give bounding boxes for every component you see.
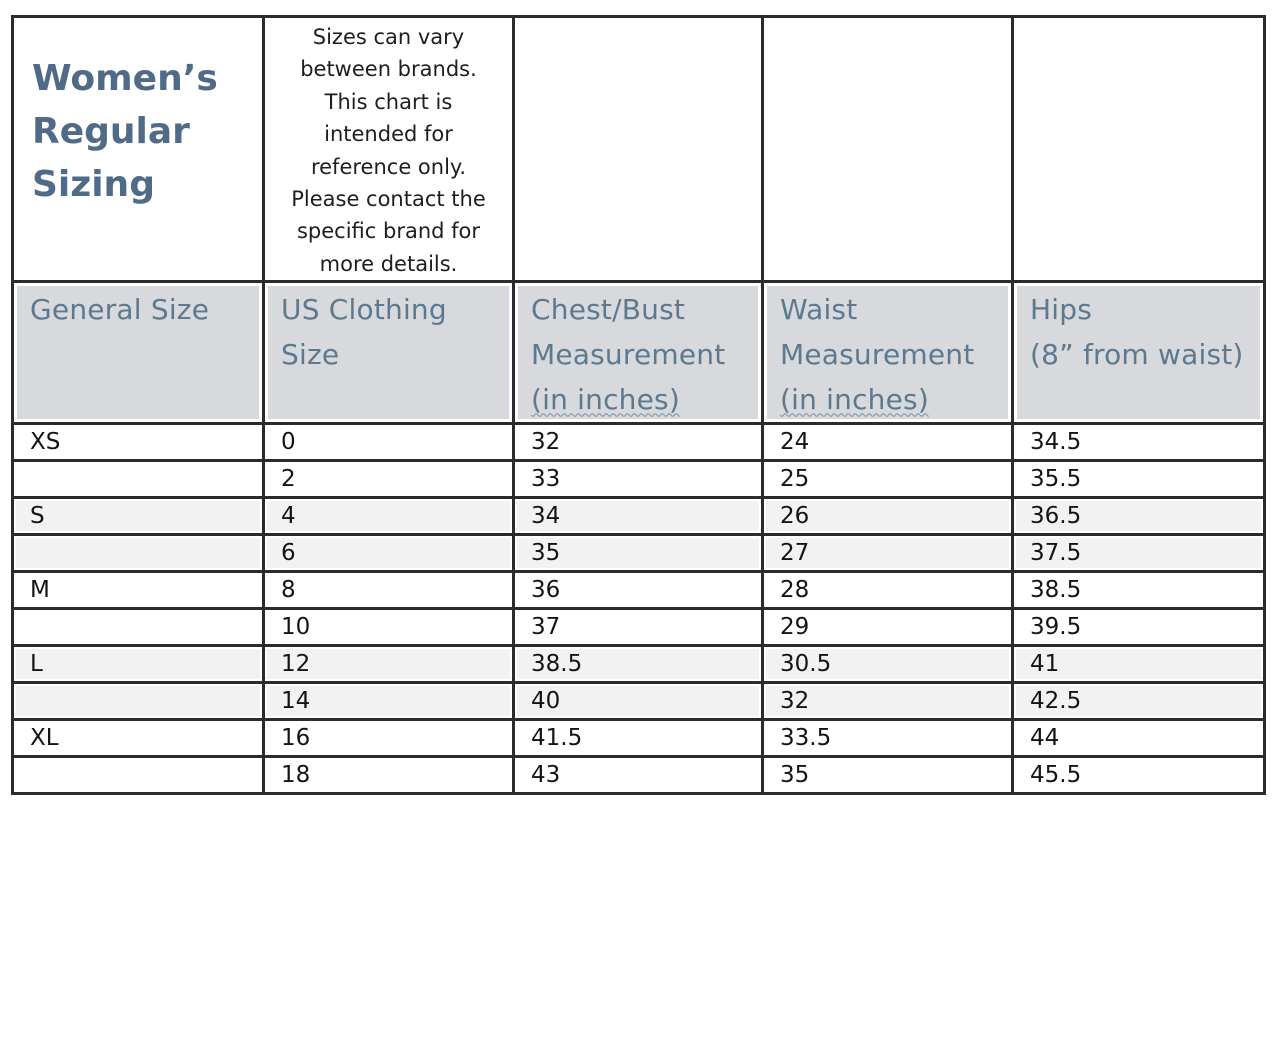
- cell-us-size: 16: [264, 720, 514, 757]
- cell-chest: 41.5: [514, 720, 763, 757]
- note-line: reference only.: [310, 154, 467, 179]
- table-row: [13, 609, 1265, 646]
- title-cell: [13, 17, 264, 282]
- cell-us-size: 12: [264, 646, 514, 683]
- table-row: [13, 535, 1265, 572]
- cell-chest: 35: [514, 535, 763, 572]
- cell-chest: 34: [514, 498, 763, 535]
- title-row: [13, 17, 1265, 282]
- table-row: [13, 720, 1265, 757]
- cell-general-size: [13, 609, 264, 646]
- cell-hips: 44: [1013, 720, 1265, 757]
- cell-hips: 39.5: [1013, 609, 1265, 646]
- header-general-size: [13, 282, 264, 424]
- table-row: [13, 572, 1265, 609]
- cell-hips: 38.5: [1013, 572, 1265, 609]
- cell-general-size: L: [13, 646, 264, 683]
- title-line: Sizing: [32, 164, 155, 205]
- table-row: [13, 646, 1265, 683]
- cell-hips: 34.5: [1013, 424, 1265, 461]
- cell-general-size: XL: [13, 720, 264, 757]
- cell-hips: 35.5: [1013, 461, 1265, 498]
- table-row: [13, 498, 1265, 535]
- header-hips: [1013, 282, 1265, 424]
- cell-general-size: [13, 535, 264, 572]
- title-line: Women’s: [32, 58, 218, 99]
- cell-waist: 28: [763, 572, 1013, 609]
- note-line: Sizes can vary: [312, 25, 465, 49]
- empty-cell: [763, 17, 1013, 282]
- cell-chest: 32: [514, 424, 763, 461]
- table-title: [14, 18, 242, 211]
- cell-chest: 38.5: [514, 646, 763, 683]
- cell-waist: 27: [763, 535, 1013, 572]
- header-line: Waist: [780, 293, 858, 327]
- cell-general-size: [13, 757, 264, 794]
- header-line: Chest/Bust: [531, 293, 686, 327]
- cell-chest: 33: [514, 461, 763, 498]
- cell-hips: 41: [1013, 646, 1265, 683]
- header-unit: (in inches): [531, 383, 680, 417]
- header-line: Hips: [1030, 293, 1092, 327]
- cell-general-size: S: [13, 498, 264, 535]
- cell-us-size: 6: [264, 535, 514, 572]
- cell-chest: 43: [514, 757, 763, 794]
- cell-waist: 29: [763, 609, 1013, 646]
- header-waist: [763, 282, 1013, 424]
- cell-hips: 45.5: [1013, 757, 1265, 794]
- cell-general-size: M: [13, 572, 264, 609]
- header-unit: (in inches): [780, 383, 929, 417]
- cell-waist: 32: [763, 683, 1013, 720]
- note-line: Please contact the: [291, 187, 486, 212]
- cell-hips: 37.5: [1013, 535, 1265, 572]
- disclaimer-note: [265, 18, 512, 280]
- cell-general-size: [13, 461, 264, 498]
- header-line: (8” from waist): [1030, 338, 1244, 372]
- size-chart-table: [11, 15, 1266, 795]
- header-row: [13, 282, 1265, 424]
- header-line: General Size: [30, 293, 210, 327]
- cell-us-size: 14: [264, 683, 514, 720]
- note-line: This chart is: [324, 89, 453, 114]
- note-line: more details.: [319, 251, 458, 276]
- note-line: intended for: [324, 122, 453, 147]
- table-row: [13, 461, 1265, 498]
- cell-general-size: [13, 683, 264, 720]
- cell-us-size: 8: [264, 572, 514, 609]
- cell-general-size: XS: [13, 424, 264, 461]
- empty-cell: [514, 17, 763, 282]
- header-chest-bust: [514, 282, 763, 424]
- header-line: US Clothing: [281, 293, 447, 327]
- title-line: Regular: [32, 111, 190, 152]
- cell-hips: 42.5: [1013, 683, 1265, 720]
- table-row: [13, 424, 1265, 461]
- table-row: [13, 683, 1265, 720]
- cell-us-size: 0: [264, 424, 514, 461]
- header-line: Measurement: [780, 338, 975, 372]
- cell-chest: 40: [514, 683, 763, 720]
- cell-us-size: 18: [264, 757, 514, 794]
- note-line: between brands.: [300, 57, 477, 82]
- cell-waist: 33.5: [763, 720, 1013, 757]
- cell-waist: 30.5: [763, 646, 1013, 683]
- cell-waist: 24: [763, 424, 1013, 461]
- cell-us-size: 10: [264, 609, 514, 646]
- cell-us-size: 2: [264, 461, 514, 498]
- table-row: [13, 757, 1265, 794]
- note-line: specific brand for: [296, 219, 481, 244]
- cell-us-size: 4: [264, 498, 514, 535]
- cell-waist: 26: [763, 498, 1013, 535]
- empty-cell: [1013, 17, 1265, 282]
- size-chart-document: [11, 15, 1263, 791]
- cell-hips: 36.5: [1013, 498, 1265, 535]
- disclaimer-cell: [264, 17, 514, 282]
- cell-chest: 36: [514, 572, 763, 609]
- cell-waist: 35: [763, 757, 1013, 794]
- header-us-clothing-size: [264, 282, 514, 424]
- cell-waist: 25: [763, 461, 1013, 498]
- header-line: Measurement: [531, 338, 726, 372]
- header-line: Size: [281, 338, 340, 372]
- cell-chest: 37: [514, 609, 763, 646]
